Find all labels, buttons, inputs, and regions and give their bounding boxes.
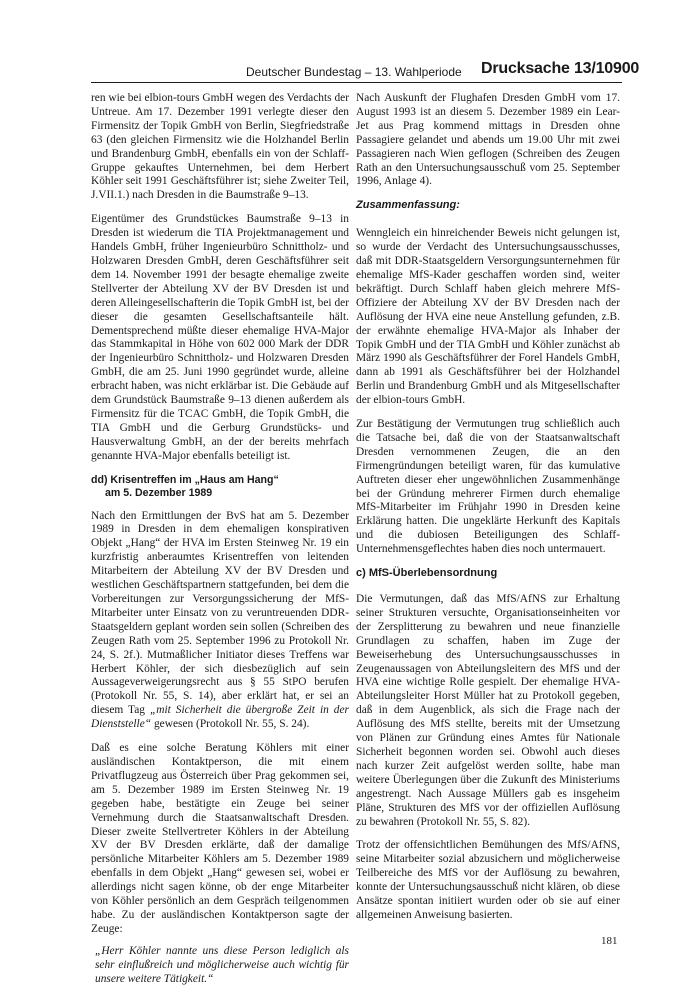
paragraph: Eigentümer des Grundstückes Baumstraße 9–13 in Dresden ist wiederum die TIA Projektmanagement und Handels GmbH, früher Ingenieurbüro Schnittholz- und Holzwaren Dresden GmbH, deren Geschäftsführer seit dem 14. November 1991 der besagte ehemalige zweite Stellverter der Abteilung XV der BV Dresden ist und deren Alleingesellschafterin die Topik GmbH ist, bei der dieser die gesamten Gesellschaftsanteile hält. Dementsprechend müßte dieser ehemalige HVA-Major das Stammkapital in Höhe von 602 000 Mark der DDR der Ingenieurbüro Schnittholz- und Holzwaren Dresden GmbH, die am 25. Juni 1990 gegründet wurde, alleine erbracht haben, was nicht erklärbar ist. Die Gebäude auf dem Grundstück Baumstraße 9–13 dienen außerdem als Firmensitz für die TCAC GmbH, die Topik GmbH, die TIA GmbH und die Gerburg Grundstücks- und Hausverwaltung GmbH, an der der bereits mehrfach genannte HVA-Major ebenfalls beteiligt ist. [91, 213, 349, 462]
summary-heading: Zusammenfassung: [356, 199, 460, 212]
paragraph [91, 510, 349, 733]
text-run: gewesen (Protokoll Nr. 55, S. 24). [151, 718, 310, 731]
left-column [91, 92, 349, 996]
header-publication: Deutscher Bundestag – 13. Wahlperiode [246, 65, 462, 79]
subsection-heading [91, 474, 349, 500]
block-quote: „Herr Köhler nannte uns diese Person lediglich als sehr einflußreich und möglicherweise auch wichtig für unsere weitere Tätigkeit.“ [95, 944, 349, 985]
paragraph: Die Vermutungen, daß das MfS/AfNS zur Erhaltung seiner Strukturen versuchte, Organisationseinheiten vor der Zersplitterung zu bewahren und neue finanzielle Grundlagen zu schaffen, haben im Zuge der Beweiserhebung des Untersuchungsausschusses in Zeugenaussagen von Abteilungsleitern des MfS und der HVA eine wichtige Rolle gespielt. Der ehemalige HVA-Abteilungsleiter Horst Müller hat zu Protokoll gegeben, daß in dem Augenblick, als sich die Frage nach der Auflösung des MfS stellte, bereits mit der Umsetzung von Plänen zur Gründung eines Amtes für Nationale Sicherheit begonnen worden sei. Obwohl auch dieses nach kurzer Zeit aufgelöst werden sollte, habe man weitere Überlegungen über die Zukunft des Ministeriums angestrengt. Nach Aussage Müllers gab es insgeheim Pläne, Strukturen des MfS vor der offiziellen Auflösung zu bewahren (Protokoll Nr. 55, S. 82). [356, 593, 620, 828]
header-document-number: Drucksache 13/10900 [481, 60, 640, 77]
paragraph: Nach Auskunft der Flughafen Dresden GmbH vom 17. August 1993 ist an diesem 5. Dezember 1989 ein Lear-Jet aus Prag kommend mittags in Dresden ohne Passagiere gelandet und abends um 19.00 Uhr mit zwei Passagieren nach Wien geflogen (Schreiben des Zeugen Rath an den Untersuchungsausschuß vom 25. September 1996, Anlage 4). [356, 92, 620, 188]
paragraph: Trotz der offensichtlichen Bemühungen des MfS/AfNS, seine Mitarbeiter sozial abzusichern und möglicherweise Teilbereiche des MfS vor der Auflösung zu bewahren, konnte der Untersuchungsausschuß nicht klären, ob diese Ansätze spontan initiiert wurden oder ob sie auf einer allgemeinen Anweisung basierten. [356, 839, 620, 921]
header-divider [91, 82, 622, 83]
subsection-heading-line: am 5. Dezember 1989 [105, 486, 213, 499]
subsection-heading-line: dd) Krisentreffen im „Haus am Hang“ [91, 473, 279, 486]
italic-quote: „mit Sicherheit die übergroße Zeit in der Dienststelle“ [91, 704, 349, 731]
page-number: 181 [601, 935, 618, 947]
section-heading: c) MfS-Überlebensordnung [356, 567, 498, 580]
paragraph: ren wie bei elbion-tours GmbH wegen des Verdachts der Untreue. Am 17. Dezember 1991 verlegte dieser den Firmensitz der Topik GmbH von Berlin, Siegfriedstraße 63 (den gleichen Firmensitz wie die Holzhandel Berlin und Brandenburg GmbH, ebenfalls ein von der Schlaff-Gruppe gekauftes Unternehmen, bei dem Herbert Köhler seit 1991 Geschäftsführer ist; siehe Zweiter Teil, J.VII.1.) nach Dresden in die Baumstraße 9–13. [91, 92, 349, 202]
paragraph: Zur Bestätigung der Vermutungen trug schließlich auch die Tatsache bei, daß die von der Staatsanwaltschaft Dresden vernommenen Zeugen, die an den Firmengründungen beteiligt waren, für das kumulative Auftreten dieser eher ungewöhnlichen Zusammenhänge bei der Gründung mehrerer Firmen durch ehemalige MfS-Mitarbeiter im Frühjahr 1990 in Dresden keine Erklärung hatten. Die ungeklärte Herkunft des Kapitals und die dubiosen Beteiligungen des Schlaff-Unternehmensgeflechtes haben dies noch untermauert. [356, 418, 620, 556]
right-column [356, 92, 620, 933]
paragraph: Daß es eine solche Beratung Köhlers mit einer ausländischen Kontaktperson, die mit einem Privatflugzeug aus Österreich über Prag gekommen sei, am 5. Dezember 1989 im Ersten Steinweg Nr. 19 gegeben habe, bestätigte ein Zeuge bei seiner Vernehmung durch die Staatsanwaltschaft Dresden. Dieser zweite Stellvertreter Köhlers in der Abteilung XV der BV Dresden erklärte, daß der damalige persönliche Mitarbeiter Köhlers am 5. Dezember 1989 ebenfalls in dem Objekt „Hang“ gewesen sei, wobei er allerdings nicht sagen könne, ob der enge Mitarbeiter von Köhler persönlich an dem Gespräch teilgenommen habe. Zu der ausländischen Kontaktperson sagte der Zeuge: [91, 742, 349, 935]
text-run: Nach den Ermittlungen der BvS hat am 5. Dezember 1989 in Dresden in dem ehemaligen konspirativen Objekt „Hang“ der HVA im Ersten Steinweg Nr. 19 ein kurzfristig anberaumtes Krisentreffen von leitenden Mitarbeitern der Abteilung XV der BV Dresden und westlichen Geschäftspartnern stattgefunden, bei dem die Vorbereitungen zur Versorgungssicherung der MfS-Mitarbeiter unter Einsatz von zu veruntreuenden DDR-Staatsgeldern geplant worden sein sollen (Schreiben des Zeugen Rath vom 25. September 1996 zu Protokoll Nr. 24, S. 2f.). Mutmaßlicher Initiator dieses Treffens war Herbert Köhler, der sich diesbezüglich auf sein Aussageverweigerungsrecht aus § 55 StPO berufen (Protokoll Nr. 55, S. 14), aber erklärt hat, er sei an diesem Tag [91, 509, 349, 717]
paragraph: Wenngleich ein hinreichender Beweis nicht gelungen ist, so wurde der Verdacht des Untersuchungsausschusses, daß mit DDR-Staatsgeldern Versorgungsunternehmen für ehemalige MfS-Kader geschaffen worden sind, weiter bekräftigt. Durch Schlaff haben gleich mehrere MfS-Offiziere der Abteilung XV der BV Dresden nach der Auflösung der HVA eine neue Anstellung gefunden, z.B. der erwähnte ehemalige HVA-Major als Inhaber der Topik GmbH und der TIA GmbH und Köhler zunächst ab März 1990 als Geschäftsführer der Forel Handels GmbH, dann ab 1991 als Geschäftsführer bei der Holzhandel Berlin und Brandenburg GmbH und als Mitgesellschafter der elbion-tours GmbH. [356, 227, 620, 407]
